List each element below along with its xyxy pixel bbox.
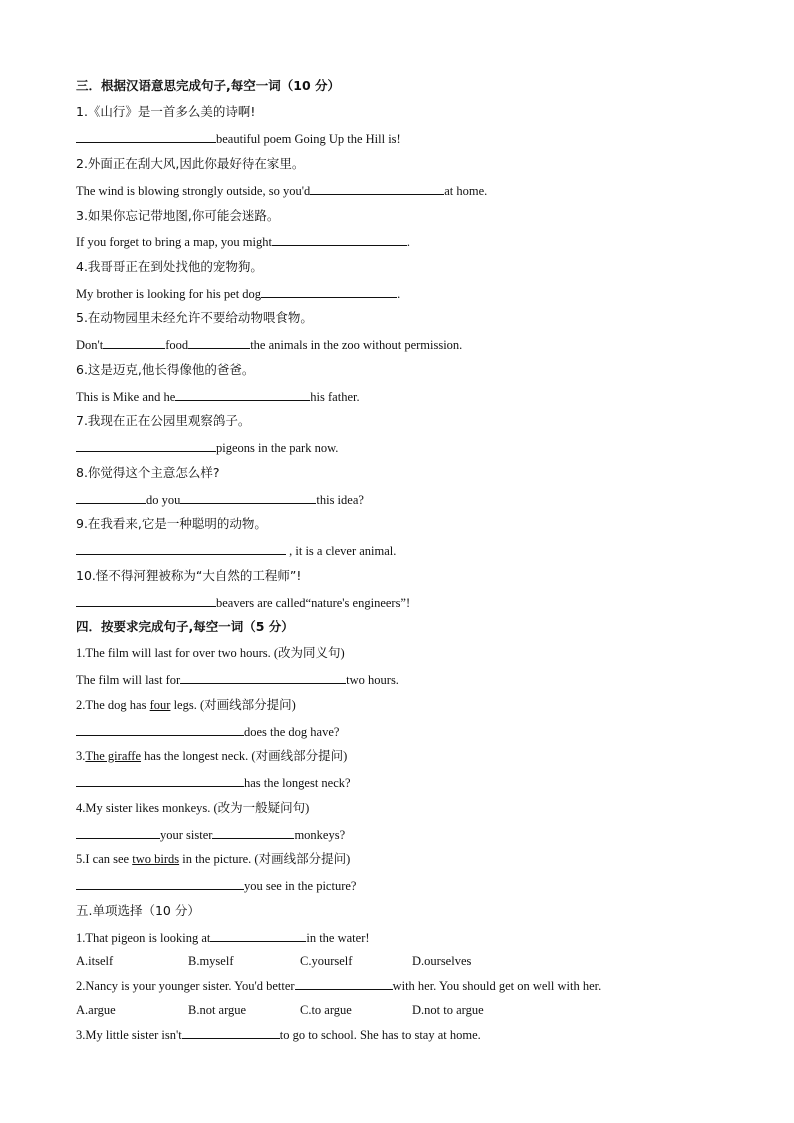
s3-q4-chinese: 4.我哥哥正在到处找他的宠物狗。: [76, 259, 263, 274]
s3-q2-before: The wind is blowing strongly outside, so you'd: [76, 184, 311, 198]
s3-q1-chinese: 1.《山行》是一首多么美的诗啊!: [76, 104, 256, 119]
answer-blank[interactable]: [76, 877, 244, 890]
answer-blank[interactable]: [212, 826, 294, 839]
option-c[interactable]: C.yourself: [300, 954, 353, 968]
s3-q6-chinese: 6.这是迈克,他长得像他的爸爸。: [76, 362, 255, 377]
s4-q1-before: The film will last for: [76, 673, 181, 687]
s5-q3-stem: [76, 1026, 481, 1043]
answer-blank[interactable]: [175, 388, 310, 401]
s4-q2-answer-line: [76, 723, 339, 740]
option-a[interactable]: A.argue: [76, 1003, 116, 1017]
s3-q3-after: .: [406, 235, 411, 249]
answer-blank[interactable]: [76, 439, 216, 452]
answer-blank[interactable]: [76, 542, 286, 555]
s5-q1-pre: 1.That pigeon is looking at: [76, 931, 211, 945]
s3-q8-mid: do you: [146, 493, 181, 507]
s3-q3-answer-line: [76, 233, 410, 250]
s3-q7-chinese: 7.我现在正在公园里观察鸽子。: [76, 413, 251, 428]
s3-q10-answer-line: [76, 594, 410, 611]
s4-q4-after: monkeys?: [294, 828, 346, 842]
option-b[interactable]: B.myself: [188, 954, 234, 968]
answer-blank[interactable]: [76, 594, 216, 607]
s3-q2-answer-line: [76, 182, 487, 199]
answer-blank[interactable]: [76, 774, 244, 787]
s4-q5-answer-line: [76, 877, 356, 894]
s4-q3-pre: 3.: [76, 749, 86, 763]
s5-q3-pre: 3.My little sister isn't: [76, 1028, 182, 1042]
s5-q2-post: with her. You should get on well with her.: [392, 979, 602, 993]
s4-q5-pre: 5.I can see: [76, 852, 133, 866]
s4-q3-after: has the longest neck?: [244, 776, 351, 790]
s4-q4-mid: your sister: [160, 828, 213, 842]
s5-q2-stem: [76, 977, 601, 994]
section4-heading: 四．按要求完成句子,每空一词（5 分）: [76, 619, 294, 634]
s4-q5-post: in the picture. (对画线部分提问): [179, 852, 351, 866]
section3-heading: 三．根据汉语意思完成句子,每空一词（10 分）: [76, 78, 340, 93]
section5-heading: 五.单项选择（10 分）: [76, 903, 200, 918]
answer-blank[interactable]: [188, 336, 250, 349]
option-a[interactable]: A.itself: [76, 954, 114, 968]
underlined-word: The giraffe: [85, 749, 142, 763]
s4-q1-after: two hours.: [346, 673, 399, 687]
s3-q10-after: beavers are called“nature's engineers”!: [216, 596, 411, 610]
answer-blank[interactable]: [76, 723, 244, 736]
s3-q4-after: .: [397, 287, 401, 301]
s4-q3-post: has the longest neck. (对画线部分提问): [141, 749, 348, 763]
s3-q8-chinese: 8.你觉得这个主意怎么样?: [76, 465, 220, 480]
s4-q2-pre: 2.The dog has: [76, 698, 150, 712]
s3-q2-chinese: 2.外面正在刮大风,因此你最好待在家里。: [76, 156, 305, 171]
answer-blank[interactable]: [180, 491, 316, 504]
s4-q3-answer-line: [76, 774, 351, 791]
answer-blank[interactable]: [180, 671, 346, 684]
s3-q7-answer-line: [76, 439, 338, 456]
answer-blank[interactable]: [261, 285, 397, 298]
option-d[interactable]: D.not to argue: [412, 1003, 484, 1017]
s4-q5-prompt: [76, 851, 350, 867]
s3-q2-after: at home.: [444, 184, 488, 198]
s3-q3-before: If you forget to bring a map, you might: [76, 235, 272, 249]
s3-q6-after: his father.: [310, 390, 360, 404]
option-c[interactable]: C.to argue: [300, 1003, 352, 1017]
s3-q4-answer-line: [76, 285, 400, 302]
s3-q6-before: This is Mike and he: [76, 390, 176, 404]
s5-q3-post: to go to school. She has to stay at home.: [279, 1028, 481, 1042]
s3-q8-after: this idea?: [316, 493, 364, 507]
answer-blank[interactable]: [76, 491, 146, 504]
s3-q9-chinese: 9.在我看来,它是一种聪明的动物。: [76, 516, 267, 531]
s3-q5-chinese: 5.在动物园里未经允许不要给动物喂食物。: [76, 310, 313, 325]
s4-q5-after: you see in the picture?: [244, 879, 357, 893]
s3-q9-after: , it is a clever animal.: [286, 544, 397, 558]
answer-blank[interactable]: [103, 336, 165, 349]
s3-q9-answer-line: [76, 542, 396, 559]
option-b[interactable]: B.not argue: [188, 1003, 247, 1017]
s5-q2-pre: 2.Nancy is your younger sister. You'd better: [76, 979, 295, 993]
s4-q4-answer-line: [76, 826, 345, 843]
s4-q2-after: does the dog have?: [244, 725, 340, 739]
answer-blank[interactable]: [182, 1026, 280, 1039]
s3-q5-mid: food: [165, 338, 189, 352]
s3-q1-after: beautiful poem Going Up the Hill is!: [216, 132, 401, 146]
s4-q1-prompt: 1.The film will last for over two hours. (改为同义句): [76, 646, 345, 660]
option-d[interactable]: D.ourselves: [412, 954, 472, 968]
s3-q1-answer-line: [76, 130, 401, 147]
answer-blank[interactable]: [210, 929, 306, 942]
s5-q1-options: [76, 953, 736, 969]
underlined-word: four: [149, 698, 171, 712]
s3-q3-chinese: 3.如果你忘记带地图,你可能会迷路。: [76, 208, 280, 223]
s5-q1-post: in the water!: [306, 931, 370, 945]
answer-blank[interactable]: [272, 233, 407, 246]
answer-blank[interactable]: [310, 182, 444, 195]
s4-q2-prompt: [76, 697, 296, 713]
s4-q2-post: legs. (对画线部分提问): [170, 698, 296, 712]
s4-q1-answer-line: [76, 671, 399, 688]
s3-q5-after: the animals in the zoo without permission.: [250, 338, 463, 352]
s4-q3-prompt: [76, 748, 347, 764]
answer-blank[interactable]: [76, 130, 216, 143]
s5-q2-options: [76, 1002, 736, 1018]
s3-q5-answer-line: [76, 336, 462, 353]
s3-q4-before: My brother is looking for his pet dog: [76, 287, 262, 301]
s5-q1-stem: [76, 929, 370, 946]
answer-blank[interactable]: [76, 826, 160, 839]
s3-q6-answer-line: [76, 388, 360, 405]
s3-q8-answer-line: [76, 491, 364, 508]
s3-q5-before: Don't: [76, 338, 104, 352]
s3-q10-chinese: 10.怪不得河狸被称为“大自然的工程师”!: [76, 568, 302, 583]
underlined-word: two birds: [132, 852, 180, 866]
s4-q4-prompt: 4.My sister likes monkeys. (改为一般疑问句): [76, 801, 310, 815]
s3-q7-after: pigeons in the park now.: [216, 441, 339, 455]
answer-blank[interactable]: [295, 977, 393, 990]
